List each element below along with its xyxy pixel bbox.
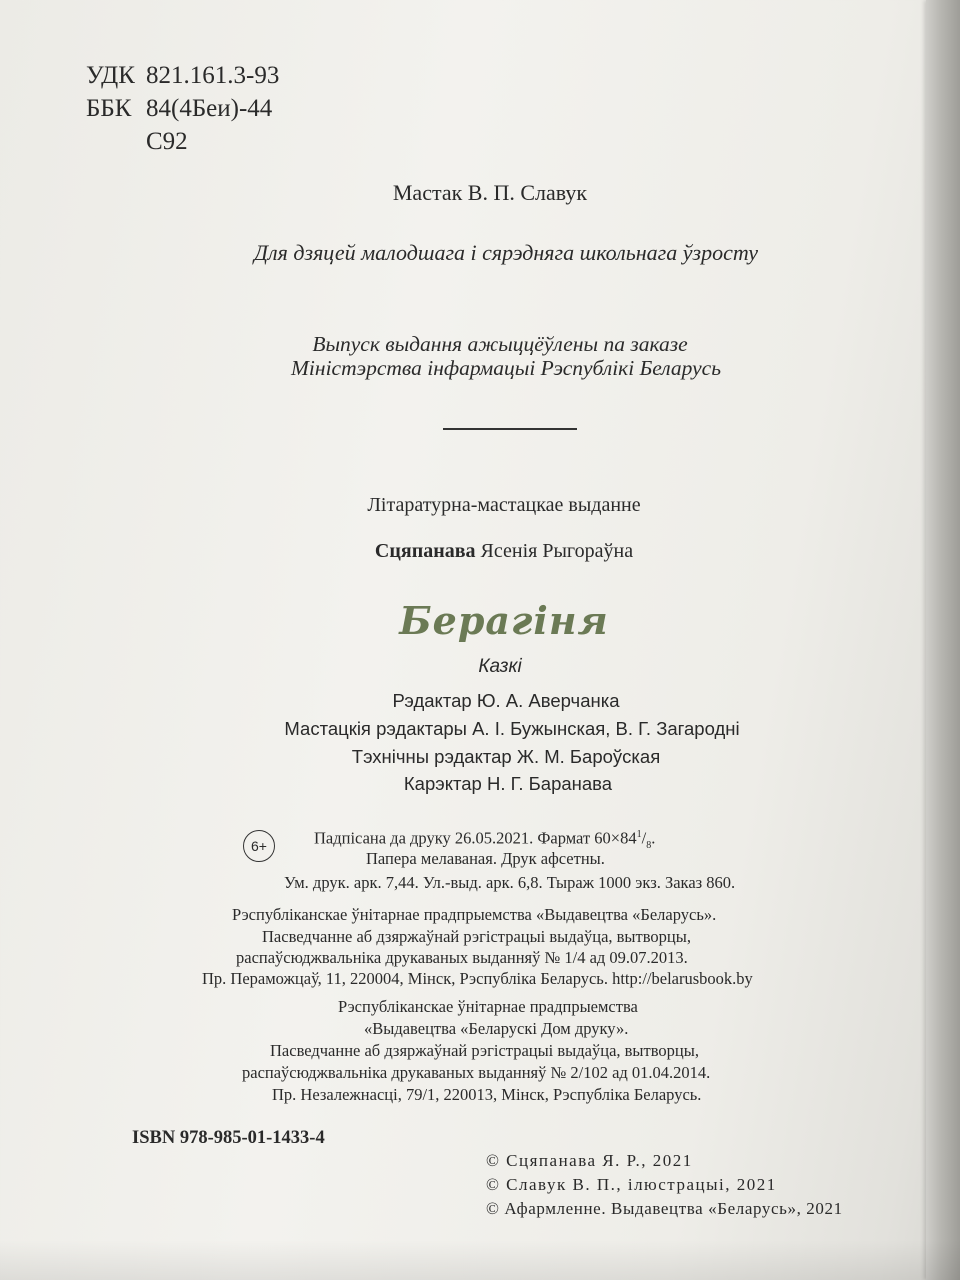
udk-value: 821.161.3-93 [146,62,280,89]
printer-line3: Пасведчанне аб дзяржаўнай рэгістрацыі выдаўца, вытворцы, [270,1041,699,1060]
book-title: Берагіня [399,598,609,643]
bbk-value: 84(4Беи)-44 [146,95,273,122]
publisher-line4: Пр. Пераможцаў, 11, 220004, Мінск, Рэспубліка Беларусь. http://belarusbook.by [202,969,753,988]
edition-type: Літаратурна-мастацкае выданне [367,494,641,516]
copyright-line2: © Славук В. П., ілюстрацыі, 2021 [486,1175,777,1194]
udk-line [86,60,279,91]
print-info-line1-text: Падпісана да друку 26.05.2021. Фармат 60×84 [314,828,637,848]
ministry-note-line2: Міністэрства інфармацыі Рэспублікі Беларусь [291,356,721,380]
udk-label: УДК [86,62,135,89]
copyright-line3: © Афармленне. Выдавецтва «Беларусь», 2021 [486,1199,843,1218]
illustrator-line: Мастак В. П. Славук [392,180,588,205]
bbk-line [86,93,272,124]
genre: Казкі [478,656,522,677]
isbn: ISBN 978-985-01-1433-4 [132,1128,325,1148]
age-audience: Для дзяцей малодшага і сярэдняга школьнага ўзросту [254,240,758,265]
credit-proofreader: Карэктар Н. Г. Баранава [403,773,613,794]
divider [443,428,577,430]
publisher-line2: Пасведчанне аб дзяржаўнай рэгістрацыі выдаўца, вытворцы, [262,927,691,946]
author-surname: Сцяпанава [374,540,476,562]
printer-line1: Рэспубліканскае ўнітарнае прадпрыемства [338,997,638,1016]
age-rating-badge: 6+ [243,830,275,862]
format-numerator: 1 [636,829,642,840]
print-info-line2: Папера мелаваная. Друк афсетны. [366,849,605,868]
print-info-line3: Ум. друк. арк. 7,44. Ул.-выд. арк. 6,8. Тыраж 1000 экз. Заказ 860. [284,873,736,892]
credit-art-editors: Мастацкія рэдактары А. І. Бужынская, В. Г. Загародні [284,718,740,739]
credit-editor: Рэдактар Ю. А. Аверчанка [392,690,620,711]
bottom-shadow [0,1240,960,1280]
publisher-line1: Рэспубліканскае ўнітарнае прадпрыемства «Выдавецтва «Беларусь». [232,905,717,924]
copyright-line1: © Сцяпанава Я. Р., 2021 [486,1151,693,1170]
bbk-label: ББК [86,95,132,122]
credit-tech-editor: Тэхнічны рэдактар Ж. М. Бароўская [351,746,661,767]
printer-line5: Пр. Незалежнасці, 79/1, 220013, Мінск, Рэспубліка Беларусь. [272,1085,702,1104]
print-info-line1-end: . [651,828,656,848]
ministry-note-line1: Выпуск выдання ажыццёўлены па заказе [312,332,688,356]
printer-line4: распаўсюджвальніка друкаваных выданняў № 2/102 ад 01.04.2014. [242,1063,711,1082]
author-given: Ясенія Рыгораўна [480,540,634,562]
print-info-line1: Падпісана да друку 26.05.2021. Фармат $60\times 84^1/_8$. [314,828,656,851]
printer-line2: «Выдавецтва «Беларускі Дом друку». [364,1019,629,1038]
format-denominator: 8 [646,839,652,851]
author-sign: С92 [146,128,188,155]
author-name [24,540,960,563]
publisher-line3: распаўсюджвальніка друкаваных выданняў № 1/4 ад 09.07.2013. [236,948,688,967]
